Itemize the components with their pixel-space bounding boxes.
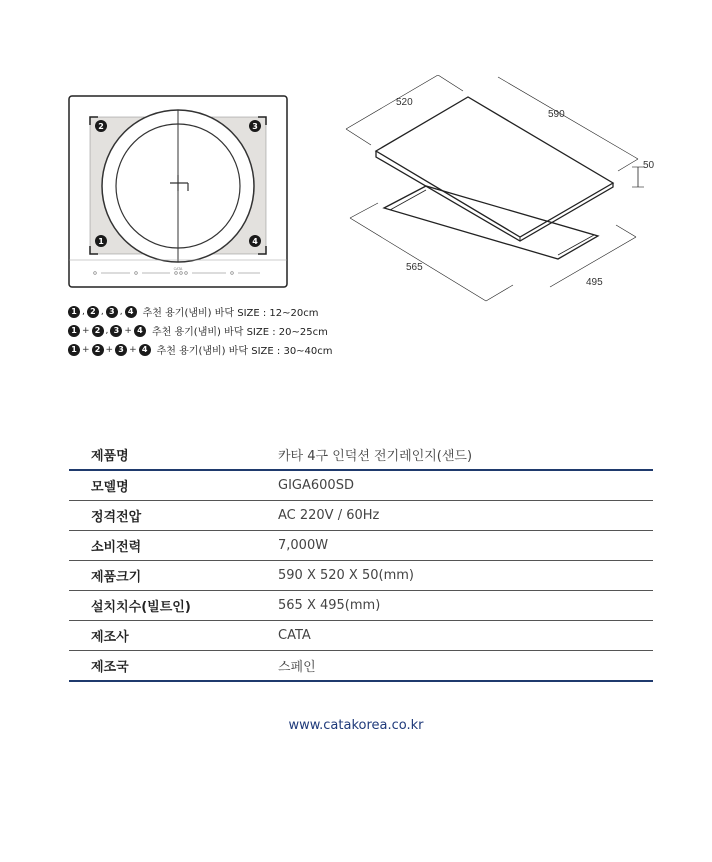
cutout-outline: [384, 186, 598, 259]
zone-number-badge: 2: [92, 344, 104, 356]
spec-row: [69, 470, 653, 501]
control-brand-text: CATA: [173, 267, 183, 271]
legend-separator: ,: [82, 306, 85, 317]
zone-number-badge: 4: [139, 344, 151, 356]
spec-value: 스페인: [278, 660, 316, 675]
spec-row: [69, 531, 653, 561]
spec-value: 7,000W: [278, 538, 329, 553]
spec-label: 제조국: [91, 660, 129, 675]
spec-label: 설치치수(빌트인): [91, 600, 191, 615]
zone-number-badge: 3: [106, 306, 118, 318]
zone-number: 1: [98, 237, 104, 246]
zone-number-badge: 2: [92, 325, 104, 337]
spec-label: 정격전압: [91, 510, 142, 525]
spec-label: 제품명: [91, 449, 129, 464]
zone-number-badge: 2: [87, 306, 99, 318]
spec-row: [69, 651, 653, 682]
spec-value: 565 X 495(mm): [278, 598, 381, 613]
spec-row: [69, 621, 653, 651]
installation-dimension-diagram: [338, 75, 658, 305]
spec-label: 제품크기: [91, 570, 142, 585]
zone-size-legend: [68, 302, 333, 359]
legend-separator: ,: [100, 306, 104, 317]
legend-plus: +: [82, 325, 90, 336]
spec-label: 소비전력: [91, 540, 142, 555]
legend-combo: [68, 306, 137, 318]
website-link[interactable]: www.catakorea.co.kr: [288, 718, 424, 733]
dim-cutout-width: 565: [406, 262, 423, 273]
legend-combo: [68, 325, 146, 337]
legend-row: [68, 340, 333, 359]
zone-number: 3: [252, 122, 258, 131]
dim-cutout-depth: 495: [586, 277, 603, 288]
spec-value: GIGA600SD: [278, 478, 354, 493]
legend-text: 추천 용기(냄비) 바닥 SIZE : 30~40cm: [156, 346, 333, 357]
zone-number-badge: 1: [68, 344, 80, 356]
dim-top-depth: 590: [548, 109, 565, 120]
zone-number-badge: 1: [68, 325, 80, 337]
spec-value: CATA: [278, 628, 311, 643]
zone-number: 2: [98, 122, 104, 131]
dim-top-width: 520: [396, 97, 413, 108]
zone-number: 4: [252, 237, 258, 246]
legend-plus: +: [105, 344, 114, 355]
spec-value: 590 X 520 X 50(mm): [278, 568, 414, 583]
legend-row: [68, 302, 333, 321]
spec-table: [69, 440, 653, 682]
zone-number-badge: 3: [115, 344, 127, 356]
legend-text: 추천 용기(냄비) 바닥 SIZE : 20~25cm: [151, 327, 328, 338]
legend-plus: +: [129, 344, 137, 355]
spec-label: 제조사: [91, 630, 129, 645]
spec-value: 카타 4구 인덕션 전기레인지(샌드): [278, 449, 473, 464]
dim-height: 50: [643, 160, 655, 171]
legend-combo: [68, 344, 151, 356]
legend-text: 추천 용기(냄비) 바닥 SIZE : 12~20cm: [142, 308, 319, 319]
spec-row: [69, 591, 653, 621]
legend-row: [68, 321, 333, 340]
zone-number-badge: 1: [68, 306, 80, 318]
spec-label: 모델명: [91, 480, 129, 495]
zone-number-badge: 3: [110, 325, 122, 337]
zone-number-badge: 4: [125, 306, 137, 318]
legend-plus: +: [124, 325, 132, 336]
spec-row: [69, 440, 653, 470]
legend-separator: ,: [119, 306, 123, 317]
zone-number-badge: 4: [134, 325, 146, 337]
spec-row: [69, 501, 653, 531]
cooktop-top-view-diagram: [68, 95, 290, 291]
spec-value: AC 220V / 60Hz: [278, 508, 380, 523]
legend-separator: ,: [105, 325, 109, 336]
spec-row: [69, 561, 653, 591]
legend-plus: +: [82, 344, 90, 355]
